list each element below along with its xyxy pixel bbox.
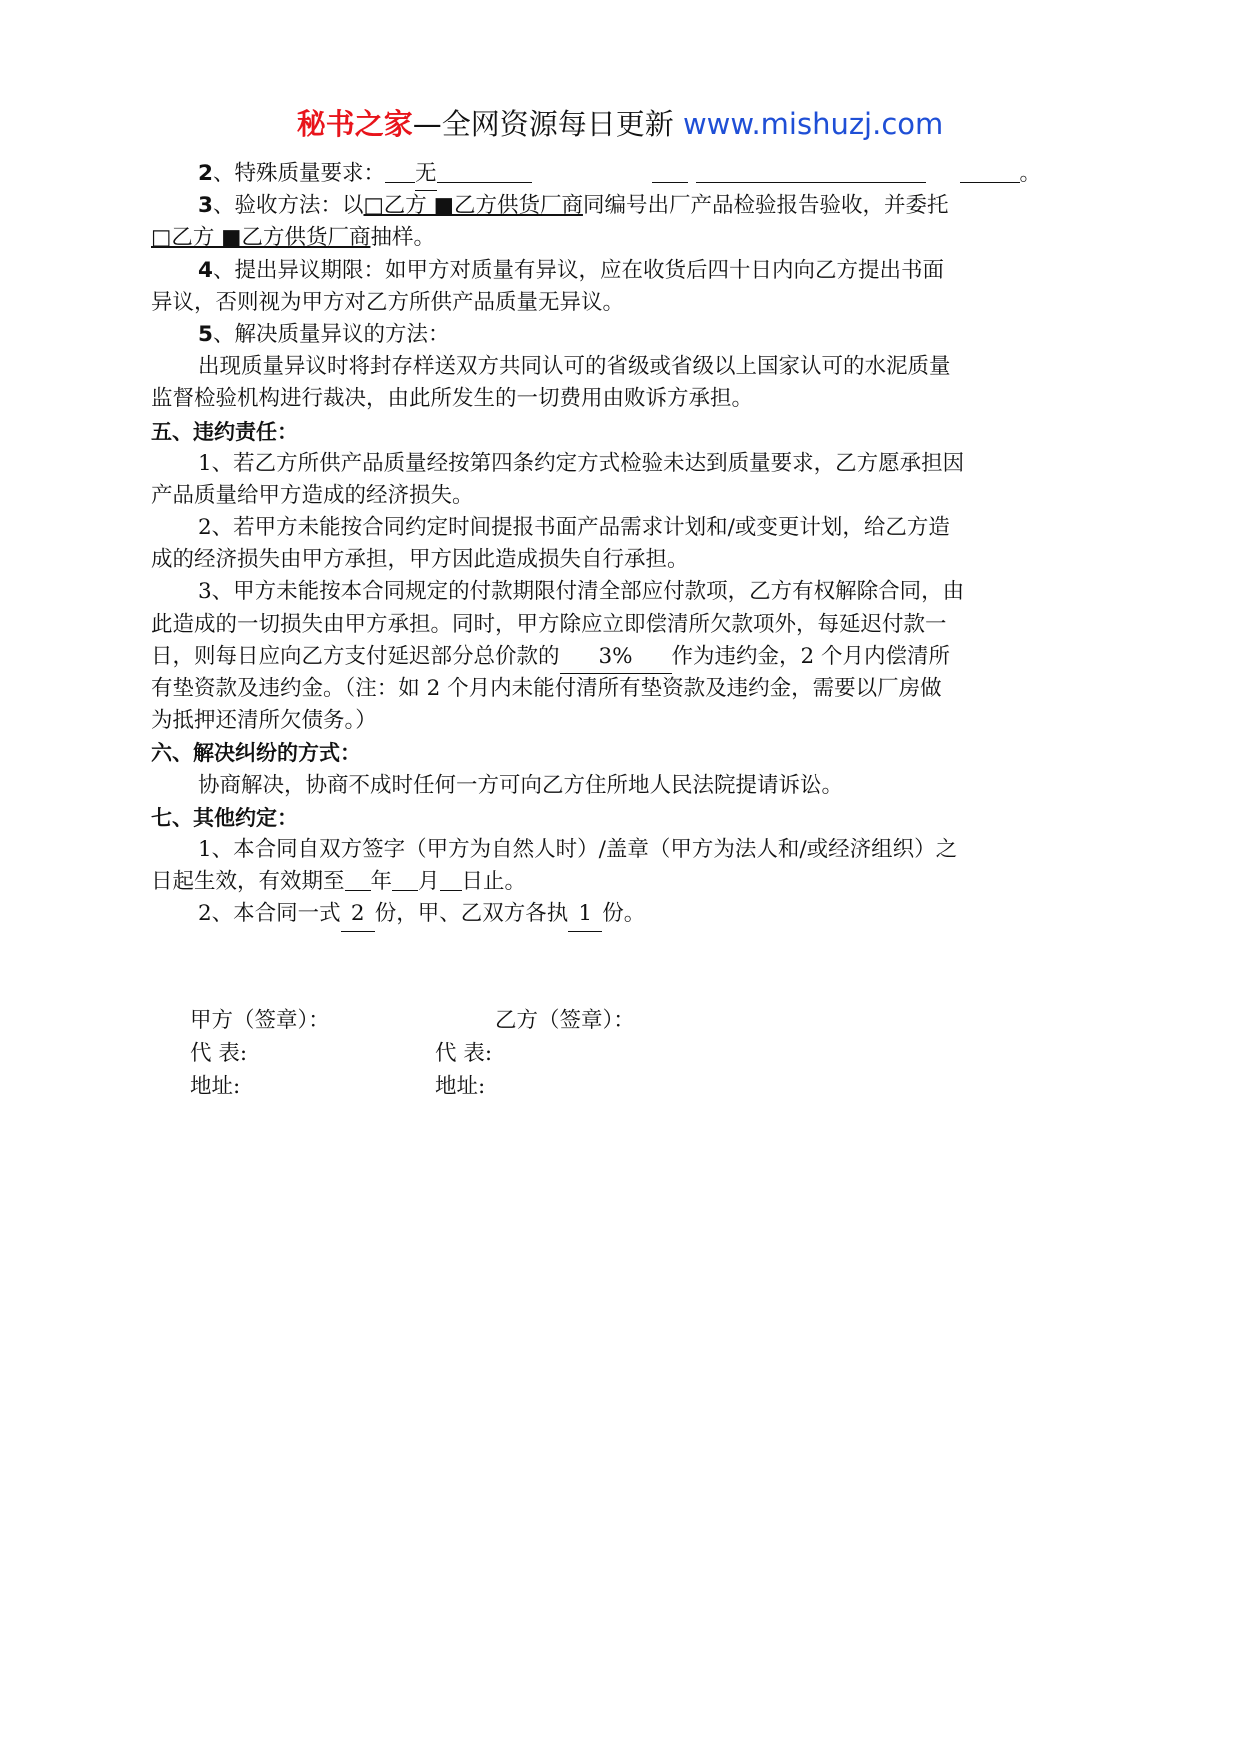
item-objection-period: 4、提出异议期限：如甲方对质量有异议，应在收货后四十日内向乙方提出书面	[198, 257, 944, 283]
copies-line: 2、本合同一式 2 份，甲、乙双方各执 1 份。	[151, 898, 1091, 930]
copies-count: 2	[341, 898, 375, 931]
party-b-representative: 代 表:	[435, 1041, 493, 1066]
party-b-signature: 乙方（签章）：	[495, 1008, 635, 1033]
penalty-rate: 3%	[560, 641, 672, 674]
party-a-address: 地址:	[190, 1074, 241, 1099]
header-website: www.mishuzj.com	[682, 107, 944, 141]
section-heading-other: 七、其他约定：	[151, 805, 298, 830]
signature-block	[190, 1004, 1090, 1103]
copies-each: 1	[568, 898, 602, 931]
section-heading-liability: 五、违约责任：	[151, 419, 298, 444]
page-header	[0, 104, 1240, 144]
sampling-option: □乙方 ■乙方供货厂商	[151, 225, 371, 251]
penalty-rate-line: 日，则每日应向乙方支付延迟部分总价款的 3% 作为违约金，2 个月内偿清所	[151, 641, 1091, 673]
special-quality-value: 无	[415, 158, 437, 191]
item-special-quality: 2、特殊质量要求： 无 。	[151, 158, 1091, 190]
party-a-signature: 甲方（签章）：	[190, 1008, 330, 1033]
item-acceptance-method: 3、验收方法：以□乙方 ■乙方供货厂商同编号出厂产品检验报告验收，并委托	[198, 193, 949, 219]
item-dispute-method: 5、解决质量异议的方法：	[198, 321, 450, 347]
section-heading-disputes: 六、解决纠纷的方式：	[151, 741, 361, 766]
contract-body: 2、特殊质量要求： 无 。 3、验收方法：以□乙方 ■乙方供货厂商同编号出厂产品检验报告验收，并委托 □乙方 ■乙方供货厂商抽样。 4、提出异议期限：如甲方对质量有异议，应在收货后四十日内向乙方提出书面 异议，否则视为甲方对乙方所供产品质量无异议。 5、解决质量异议的方法： 出现质量异议时将封存样送双方共同认可的省级或省级以上国家认可的水泥质量 监督检验机构进行裁决，由此所发生的一切费用由败诉方承担。 五、违约责任： 1、若乙方所供产品质量经按第四条约定方式检验未达到质量要求，乙方愿承担因 产品质量给甲方造成的经济损失。 2、若甲方未能按合同约定时间提报书面产品需求计划和/或变更计划，给乙方造 成的经济损失由甲方承担，甲方因此造成损失自行承担。 3、甲方未能按本合同规定的付款期限付清全部应付款项，乙方有权解除合同，由 此造成的一切损失由甲方承担。同时，甲方除应立即偿清所欠款项外，每延迟付款一 日，则每日应向乙方支付延迟部分总价款的 3% 作为违约金，2 个月内偿清所 有垫资款及违约金。（注：如 2 个月内未能付清所有垫资款及违约金，需要以厂房做 为抵押还清所欠债务。） 六、解决纠纷的方式： 协商解决，协商不成时任何一方可向乙方住所地人民法院提请诉讼。 七、其他约定： 1、本合同自双方签字（甲方为自然人时）/盖章（甲方为法人和/或经济组织）之 日起生效，有效期至 年 月 日止。 2、本合同一式 2 份，甲、乙双方各执 1 份。	[151, 158, 1091, 931]
validity-line: 日起生效，有效期至 年 月 日止。	[151, 869, 527, 895]
brand-name: 秘书之家	[296, 107, 413, 141]
header-slogan: —全网资源每日更新	[412, 107, 674, 141]
acceptance-option: □乙方 ■乙方供货厂商	[363, 193, 583, 219]
party-b-address: 地址:	[435, 1074, 486, 1099]
party-a-representative: 代 表:	[190, 1041, 248, 1066]
